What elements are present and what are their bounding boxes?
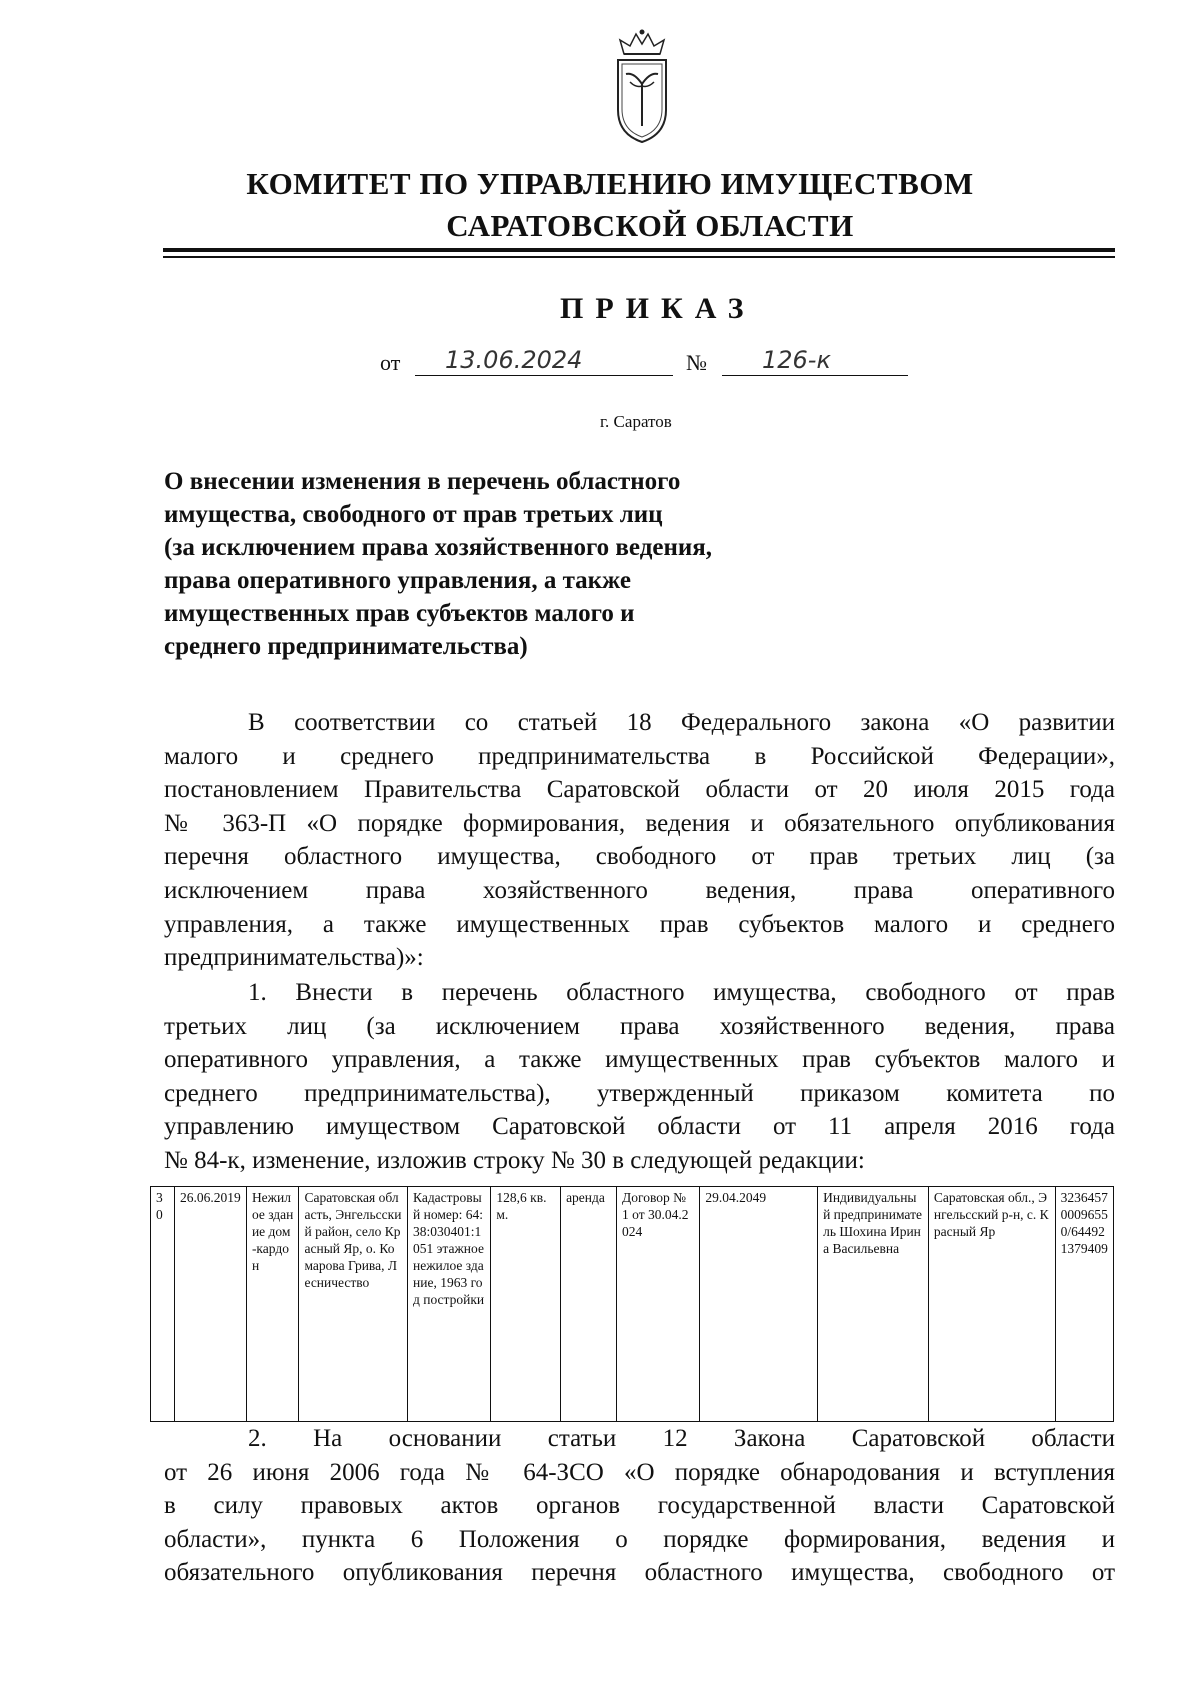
clause-1-paragraph [164,976,1115,1178]
text-line: постановлением Правительства Саратовской области от 20 июля 2015 года [164,776,1115,804]
subject-line: среднего предпринимательства) [164,633,528,660]
header-divider-thick [163,248,1115,252]
table-cell-contract: Договор № 1 от 30.04.2024 [617,1187,700,1422]
text-line: 2. На основании статьи 12 Закона Саратовской области [248,1425,1115,1452]
number-label: № [686,350,707,375]
property-row-table [150,1186,1114,1422]
number-underline [722,375,908,376]
subject-line: (за исключением права хозяйственного ведения, [164,534,713,561]
table-cell-end-date: 29.04.2049 [700,1187,818,1422]
subject-line: О внесении изменения в перечень областного [164,468,681,495]
table-cell-number: 30 [151,1187,175,1422]
text-line: В соответствии со статьей 18 Федерального закона «О развитии [248,709,1115,736]
text-line: управлению имуществом Саратовской области от 11 апреля 2016 года [164,1113,1115,1141]
table-cell-tenant-address: Саратовская обл., Энгельсский р-н, с. Красный Яр [928,1187,1055,1422]
text-line: 1. Внести в перечень областного имущества, свободного от прав [248,979,1115,1006]
preamble-paragraph [164,706,1115,975]
table-cell-cadastral: Кадастровый номер: 64:38:030401:1051 этажное нежилое здание, 1963 год постройки [408,1187,491,1422]
table-cell-tenant: Индивидуальный предприниматель Шохина Ирина Васильевна [818,1187,929,1422]
saratov-coat-of-arms-icon [612,26,672,146]
text-line: малого и среднего предпринимательства в Российской Федерации», [164,742,1115,770]
text-line: оперативного управления, а также имущественных прав субъектов малого и [164,1046,1115,1074]
organization-name-line2: САРАТОВСКОЙ ОБЛАСТИ [446,208,854,243]
text-line: исключением права хозяйственного ведения, права оперативного [164,876,1115,904]
text-line: среднего предпринимательства), утвержденный приказом комитета по [164,1079,1115,1107]
subject-line: имущественных прав субъектов малого и [164,600,635,627]
table-cell-ogrn-inn: 323645700096550/644921379409 [1055,1187,1113,1422]
date-value-handwritten: 13.06.2024 [445,346,583,374]
table-cell-date: 26.06.2019 [174,1187,246,1422]
table-cell-area: 128,6 кв.м. [491,1187,561,1422]
document-title: ПРИКАЗ [560,292,756,325]
text-line: № 84-к, изменение, изложив строку № 30 в следующей редакции: [164,1146,865,1174]
text-line: управления, а также имущественных прав субъектов малого и среднего [164,910,1115,938]
text-line: области», пункта 6 Положения о порядке формирования, ведения и [164,1525,1115,1553]
text-line: обязательного опубликования перечня областного имущества, свободного от [164,1559,1115,1587]
header-divider-thin [163,256,1115,258]
date-underline [415,375,673,376]
text-line: в силу правовых актов органов государственной власти Саратовской [164,1492,1115,1520]
number-value-handwritten: 126-к [762,346,831,374]
date-label: от [380,350,401,375]
table-cell-usage: аренда [561,1187,617,1422]
organization-name-line1: КОМИТЕТ ПО УПРАВЛЕНИЮ ИМУЩЕСТВОМ [246,166,974,201]
text-line: от 26 июня 2006 года № 64-ЗСО «О порядке обнародования и вступления [164,1458,1115,1486]
subject-line: права оперативного управления, а также [164,567,631,594]
table-cell-object: Нежилое здание дом-кардон [246,1187,299,1422]
clause-2-paragraph [164,1422,1115,1590]
order-subject [164,465,864,663]
table-row [151,1187,1114,1422]
text-line: перечня областного имущества, свободного от прав третьих лиц (за [164,843,1115,871]
city: г. Саратов [600,412,672,431]
subject-line: имущества, свободного от прав третьих лиц [164,501,663,528]
text-line: третьих лиц (за исключением права хозяйственного ведения, права [164,1012,1115,1040]
text-line: № 363-П «О порядке формирования, ведения и обязательного опубликования [164,809,1115,837]
table-cell-address: Саратовская область, Энгельсский район, село Красный Яр, о. Комарова Грива, Лесничество [299,1187,408,1422]
text-line: предпринимательства)»: [164,944,424,972]
